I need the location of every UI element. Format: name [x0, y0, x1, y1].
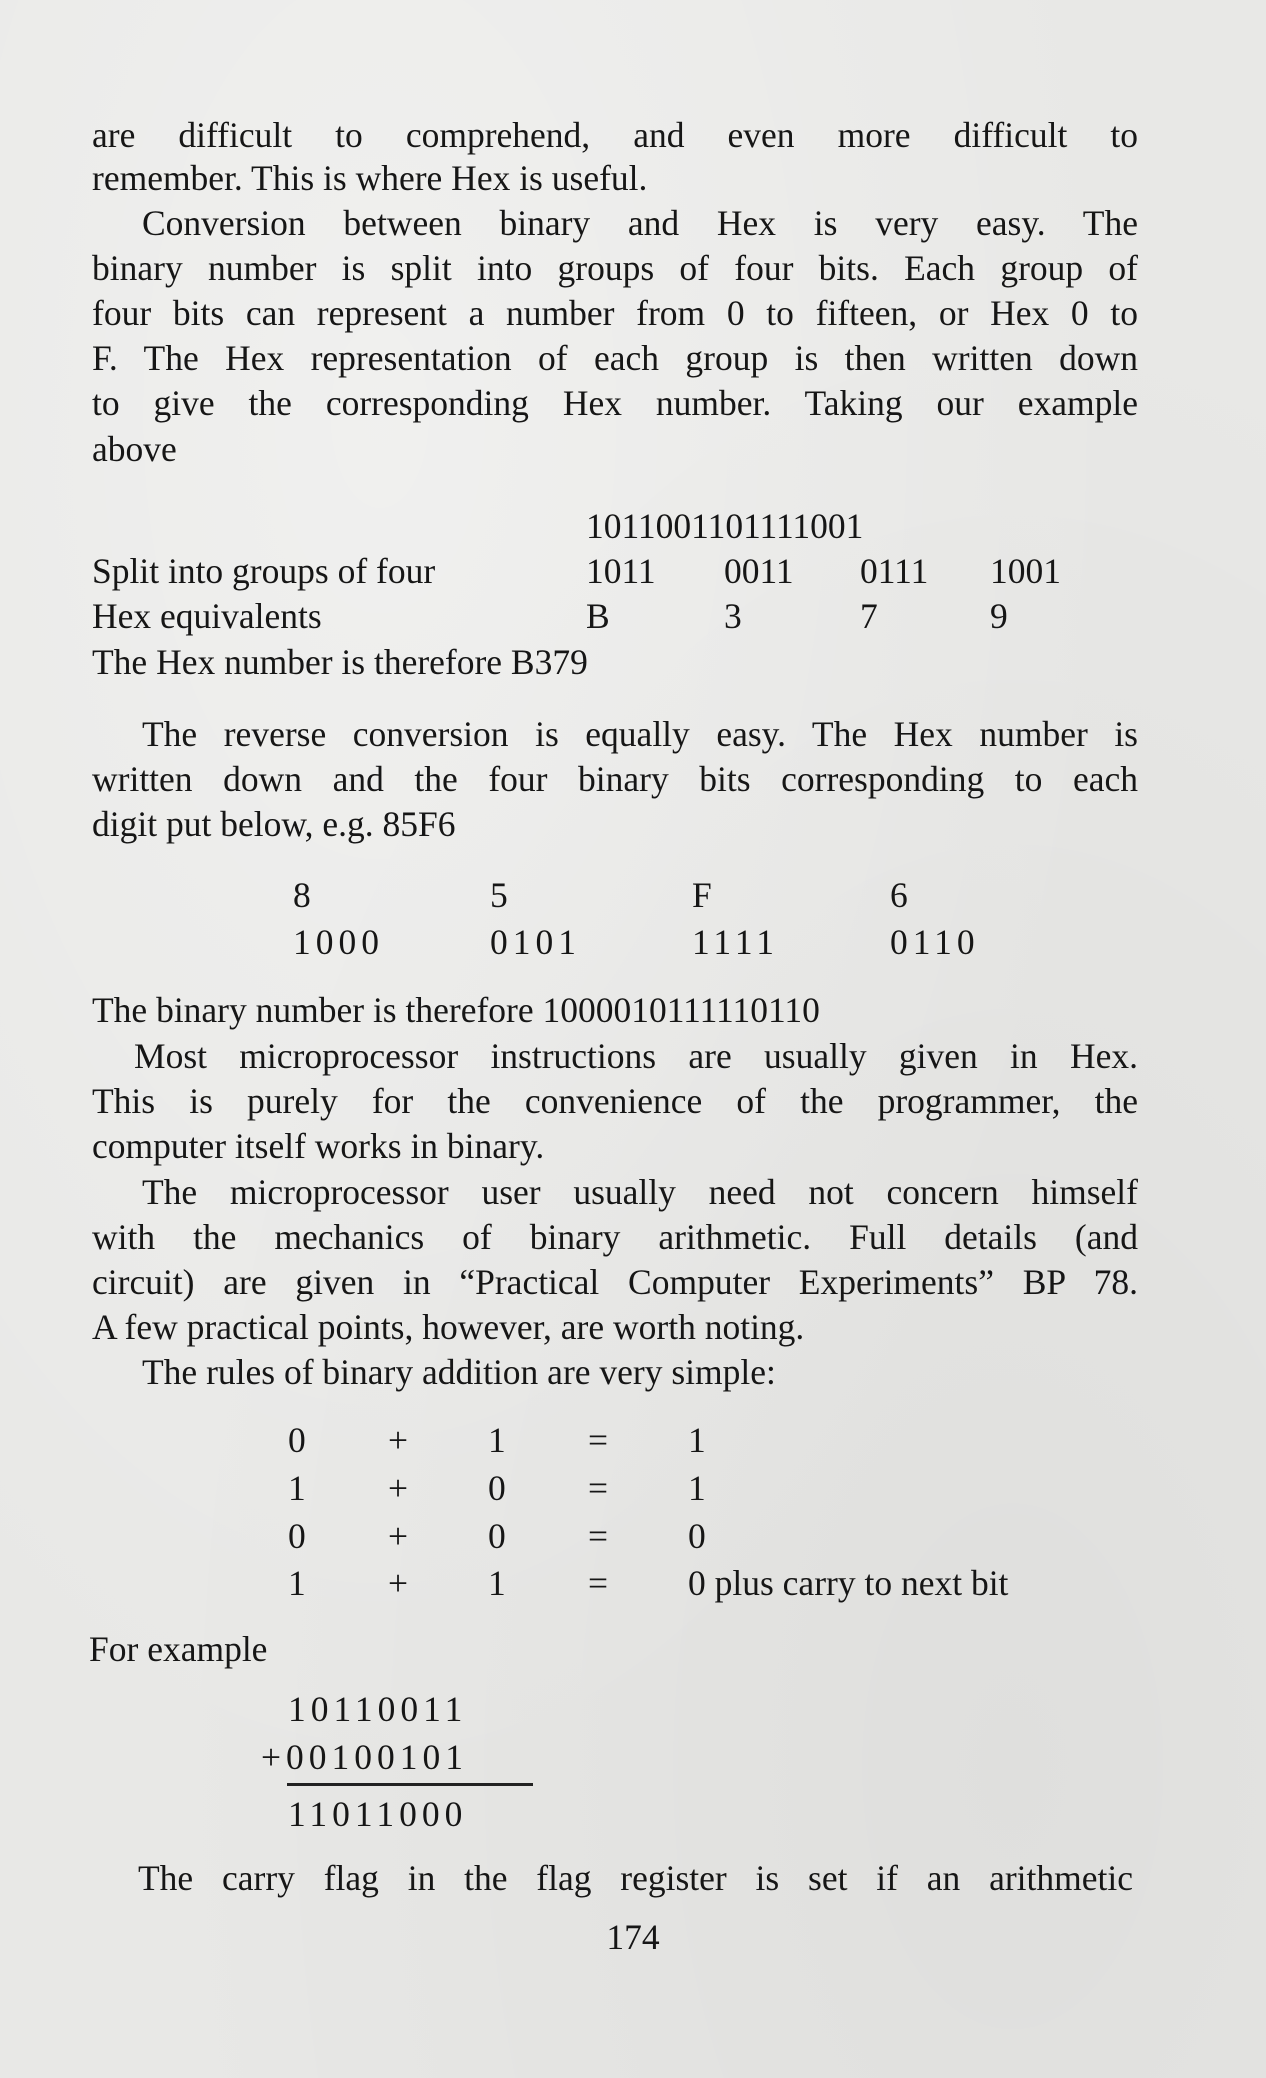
text-line: A few practical points, however, are worth noting. [92, 1307, 805, 1347]
nibble-group: 0101 [490, 922, 581, 962]
text-line: with the mechanics of binary arithmetic. Full details (and [92, 1217, 1138, 1257]
text-line: to give the corresponding Hex number. Taking our example [92, 383, 1138, 423]
hex-digit: 6 [890, 875, 908, 915]
operand-a: 0 [288, 1516, 306, 1556]
operand-b: 0 [488, 1516, 506, 1556]
hex-label: Hex equivalents [92, 596, 322, 636]
nibble-group: 0011 [724, 551, 794, 591]
plus-operator: + [388, 1468, 409, 1508]
text-line: above [92, 429, 177, 469]
nibble-group: 0110 [890, 922, 980, 962]
hex-digit: B [586, 596, 610, 636]
plus-operator: + [388, 1516, 409, 1556]
hex-digit: 8 [293, 875, 311, 915]
equals-sign: = [588, 1516, 609, 1556]
sum-rule [287, 1783, 533, 1786]
page-number: 174 [606, 1917, 660, 1957]
text-line: binary number is split into groups of four bits. Each group of [92, 248, 1138, 288]
text-line: The microprocessor user usually need not concern himself [142, 1172, 1138, 1212]
text-line: are difficult to comprehend, and even more difficult to [92, 115, 1138, 155]
sum-result: 11011000 [288, 1794, 468, 1834]
text-line: circuit) are given in “Practical Computer Experiments” BP 78. [92, 1262, 1138, 1302]
binary-result: The binary number is therefore 1000010111110110 [92, 990, 820, 1030]
rule-result: 1 [688, 1420, 706, 1460]
equals-sign: = [588, 1420, 609, 1460]
text-line: The reverse conversion is equally easy. The Hex number is [142, 714, 1138, 754]
nibble-group: 1000 [293, 922, 384, 962]
plus-operator: + [388, 1563, 409, 1603]
hex-digit: 9 [990, 596, 1008, 636]
operand-a: 0 [288, 1420, 306, 1460]
operand-b: 0 [488, 1468, 506, 1508]
hex-result: The Hex number is therefore B379 [92, 642, 588, 682]
nibble-group: 1011 [586, 551, 656, 591]
nibble-group: 0111 [860, 551, 929, 591]
text-line: This is purely for the convenience of the programmer, the [92, 1081, 1138, 1121]
nibble-group: 1001 [990, 551, 1061, 591]
operand-a: 1 [288, 1563, 306, 1603]
text-line: F. The Hex representation of each group is then written down [92, 338, 1138, 378]
split-label: Split into groups of four [92, 551, 436, 591]
operand-a: 1 [288, 1468, 306, 1508]
rule-result: 0 [688, 1516, 706, 1556]
plus-operator: + [388, 1420, 409, 1460]
text-line: four bits can represent a number from 0 to fifteen, or Hex 0 to [92, 293, 1138, 333]
equals-sign: = [588, 1563, 609, 1603]
addend-1: 10110011 [288, 1689, 468, 1729]
rule-result: 1 [688, 1468, 706, 1508]
rule-result: 0 plus carry to next bit [688, 1563, 1009, 1603]
operand-b: 1 [488, 1563, 506, 1603]
text-line: The carry flag in the flag register is set if an arithmetic [138, 1858, 1133, 1898]
text-line: written down and the four binary bits corresponding to each [92, 759, 1138, 799]
hex-digit: 3 [724, 596, 742, 636]
binary-number: 1011001101111001 [586, 506, 864, 546]
text-line: Most microprocessor instructions are usually given in Hex. [134, 1036, 1138, 1076]
text-line: Conversion between binary and Hex is very easy. The [142, 203, 1138, 243]
hex-digit: 5 [490, 875, 508, 915]
hex-digit: 7 [860, 596, 878, 636]
for-example-label: For example [89, 1629, 268, 1669]
nibble-group: 1111 [692, 922, 780, 962]
operand-b: 1 [488, 1420, 506, 1460]
addend-2: +00100101 [261, 1737, 469, 1777]
text-line: remember. This is where Hex is useful. [92, 158, 648, 198]
text-line: computer itself works in binary. [92, 1126, 545, 1166]
hex-digit: F [692, 875, 712, 915]
equals-sign: = [588, 1468, 609, 1508]
text-line: digit put below, e.g. 85F6 [92, 804, 456, 844]
text-line: The rules of binary addition are very simple: [142, 1352, 776, 1392]
